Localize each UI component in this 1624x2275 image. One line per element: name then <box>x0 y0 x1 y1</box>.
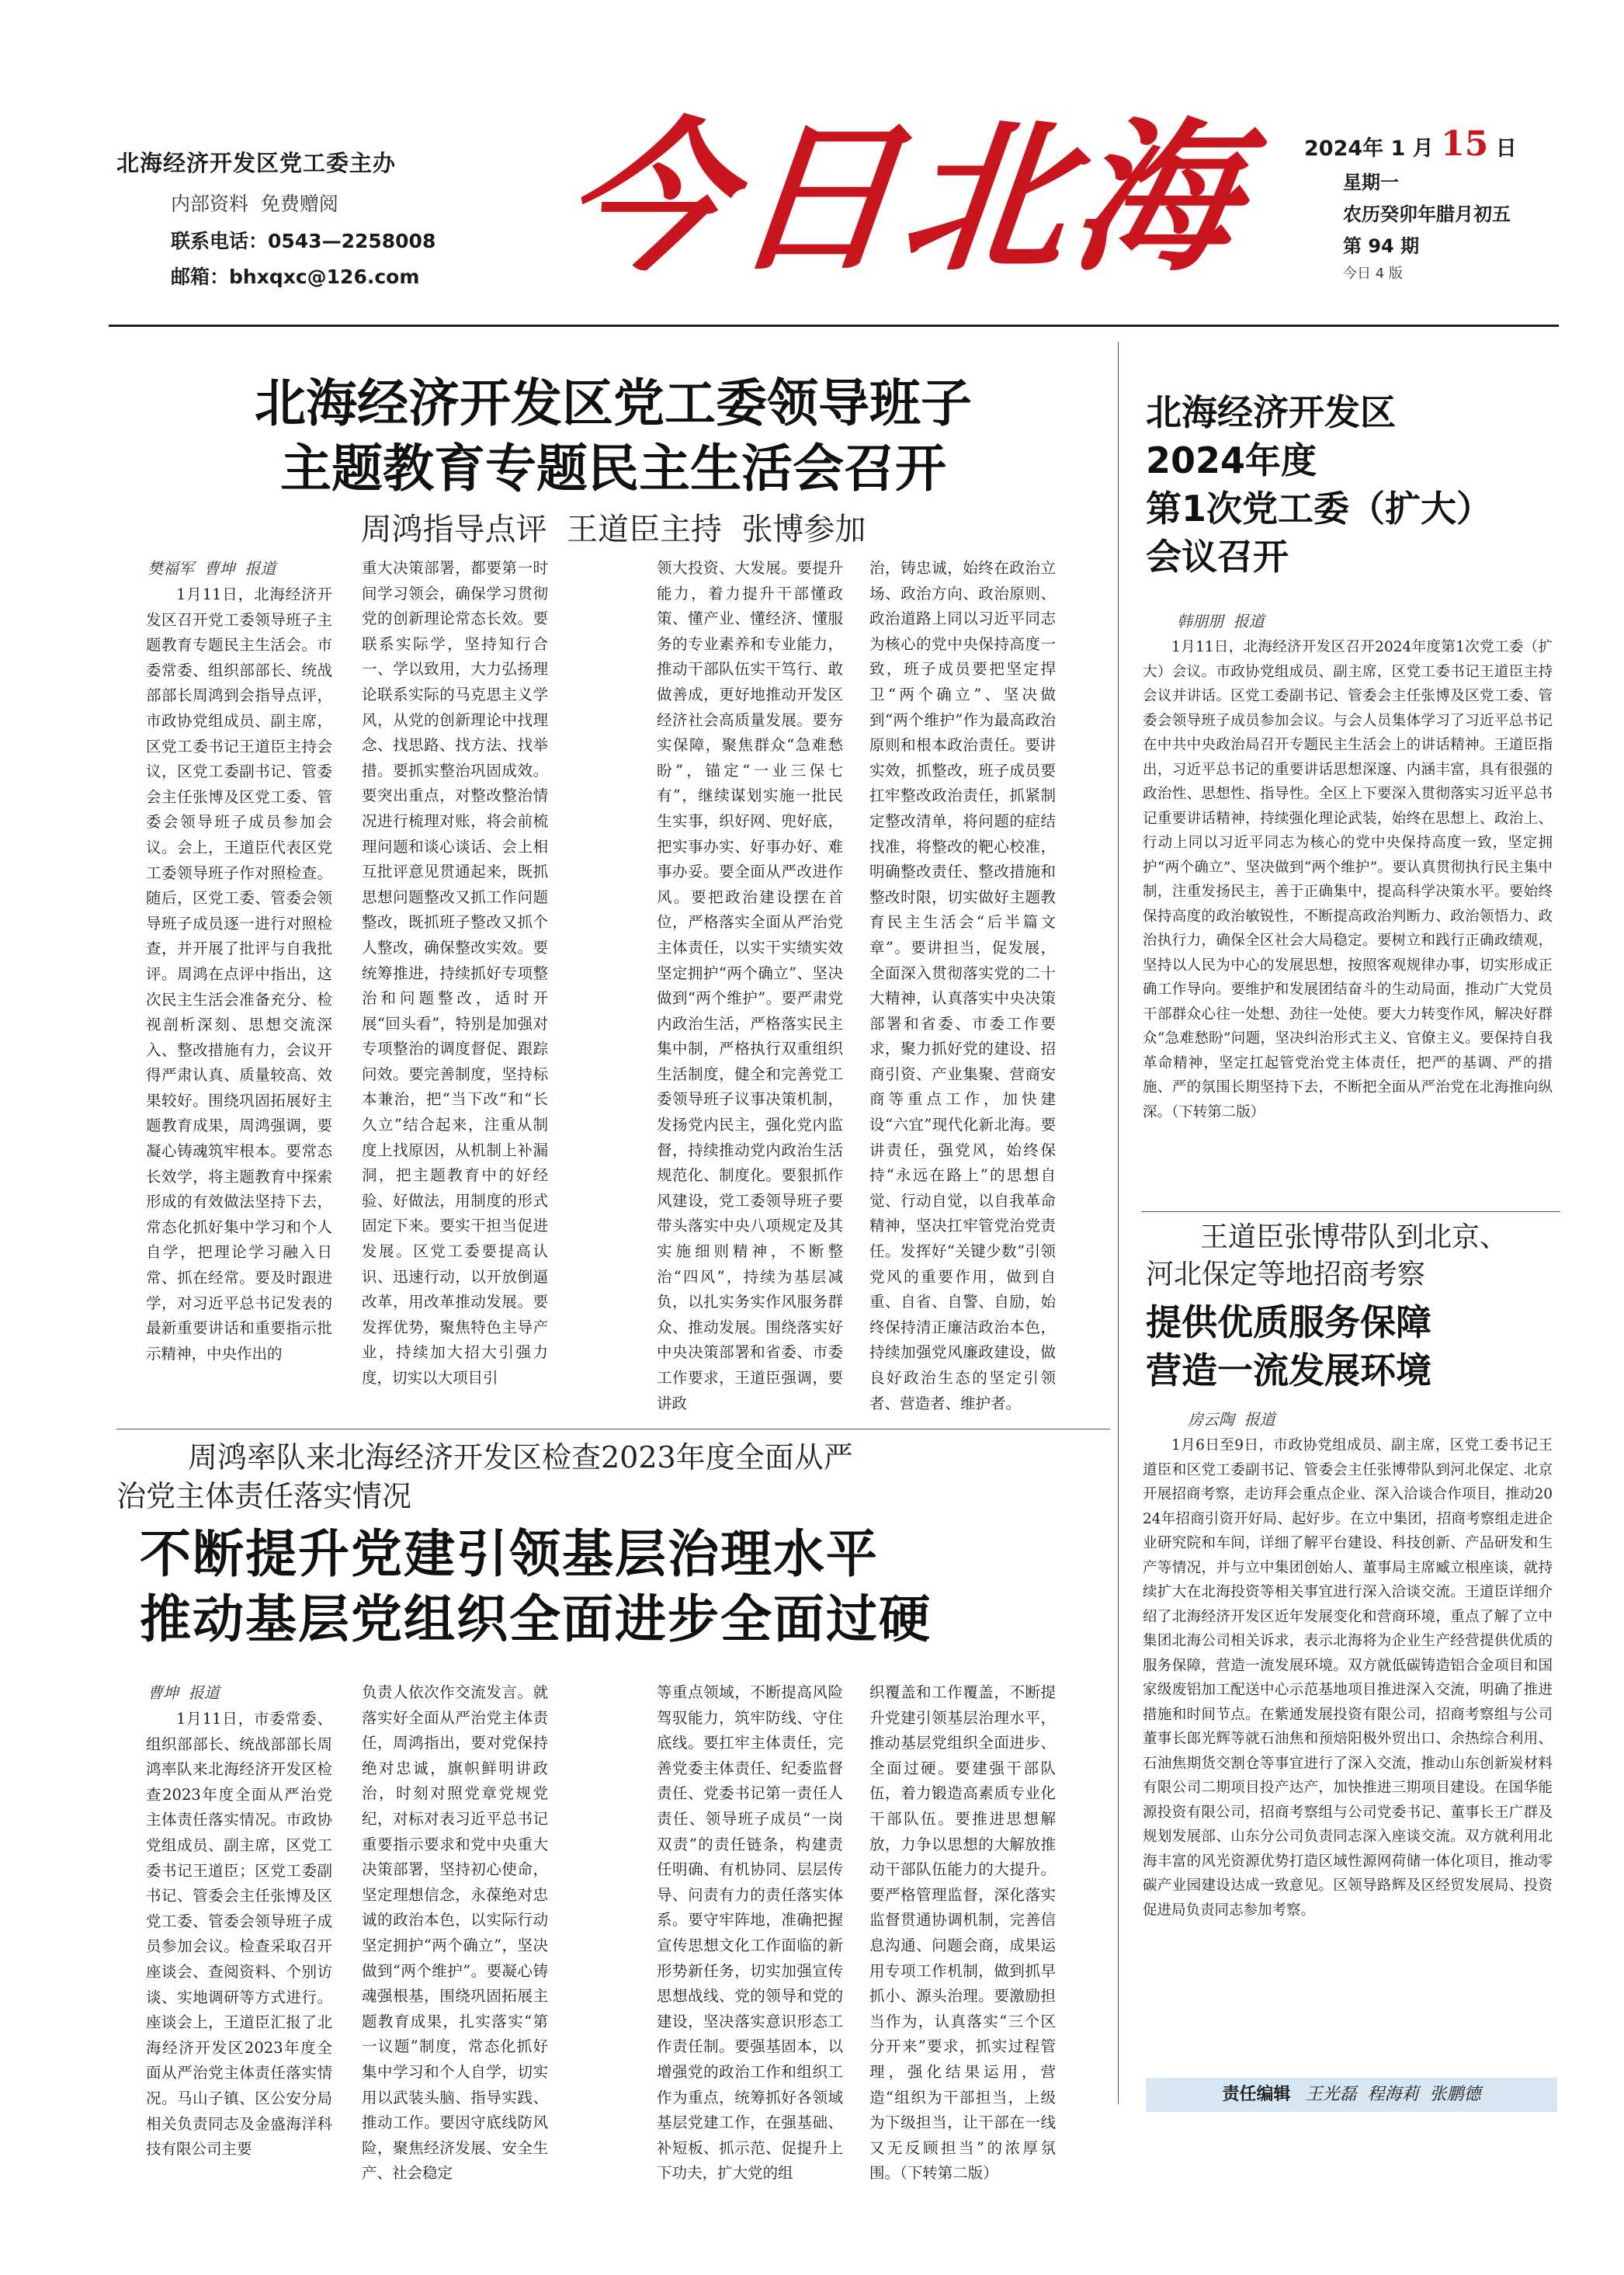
article4-kicker <box>116 1438 1110 1516</box>
article3-headline <box>1146 1298 1549 1395</box>
article1-title-line1: 北海经济开发区党工委领导班子 <box>255 373 972 433</box>
vertical-divider <box>1118 342 1119 2104</box>
article2-body: 1月11日，北海经济开发区召开2024年度第1次党工委（扩大）会议。市政协党组成员、副主席，区党工委书记王道臣主持会议并讲话。区党工委副书记、管委会主任张博及区党工委、管委会领导班子成员参加会议。与会人员集体学习了习近平总书记在中共中央政治局召开专题民主生活会上的讲话精神。王道臣指出，习近平总书记的重要讲话思想深邃、内涵丰富，具有很强的政治性、思想性、指导性。全区上下要深入贯彻落实习近平总书记重要讲话精神，持续强化理论武装，始终在思想上、政治上、行动上同以习近平同志为核心的党中央保持高度一致，坚定拥护“两个确立”、坚决做到“两个维护”。要认真贯彻执行民主集中制，注重发扬民主，善于正确集中，提高科学决策水平。要始终保持高度的政治敏锐性，不断提高政治判断力、政治领悟力、政治执行力，确保全区社会大局稳定。要树立和践行正确政绩观，坚持以人民为中心的发展思想，按照客观规律办事，切实形成正确工作导向。要维护和发展团结奋斗的生动局面，推动广大党员干部群众心往一处想、劲往一处使。要大力转变作风，解决好群众“急难愁盼”问题，坚决纠治形式主义、官僚主义。要保持自我革命精神，坚定扛起管党治党主体责任，把严的基调、严的措施、严的氛围长期坚持下去，不断把全面从严治党在北海推向纵深。（下转第二版） <box>1143 639 1553 1120</box>
editor-names: 王光磊 程海莉 张鹏德 <box>1305 2085 1481 2104</box>
editor-label: 责任编辑 <box>1222 2085 1291 2104</box>
article2-title-line4: 会议召开 <box>1146 536 1289 578</box>
article1-byline: 樊福军 曹坤 报道 <box>147 559 276 578</box>
editor-box <box>1146 2078 1557 2112</box>
article1-subtitle: 周鸿指导点评 王道臣主持 张博参加 <box>360 512 866 547</box>
article4-title-line2: 推动基层党组织全面进步全面过硬 <box>140 1589 932 1649</box>
contact-phone: 联系电话：0543—2258008 <box>171 230 436 252</box>
masthead-date-panel <box>1304 124 1568 283</box>
article4-headline <box>116 1522 1110 1652</box>
article3-title-line2: 营造一流发展环境 <box>1146 1349 1431 1391</box>
masthead-info-left <box>116 146 474 290</box>
article4-col3: 等重点领域，不断提高风险驾驭能力，筑牢防线、守住底线。要扛牢主体责任，完善党委主体责任、纪委监督责任、党委书记第一责任人责任、领导班子成员“一岗双责”的责任链条，构建责任明确、有机协同、层层传导、问责有力的责任落实体系。要守牢阵地，准确把握宣传思想文化工作面临的新形势新任务，切实加强宣传思想战线、党的领导和党的建设，坚决落实意识形态工作责任制。要强基固本，以增强党的政治工作和组织工作为重点，统筹抓好各领域基层党建工作，在强基础、补短板、抓示范、促提升上下功夫，扩大党的组 <box>657 1683 843 2183</box>
article1-title-line2: 主题教育专题民主生活会召开 <box>280 439 946 498</box>
article2-title-line3: 第1次党工委（扩大） <box>1146 488 1493 530</box>
internal-notice: 内部资料 免费赠阅 <box>171 193 338 215</box>
article2-byline: 韩朋朋 报道 <box>1177 612 1265 630</box>
article3-body: 1月6日至9日，市政协党组成员、副主席，区党工委书记王道臣和区党工委副书记、管委会主任张博带队到河北保定、北京开展招商考察，走访拜会重点企业、深入洽谈合作项目，推动2024年招商引资开好局、起好步。在立中集团，招商考察组走进企业研究院和车间，详细了解平台建设、科技创新、产品研发和生产等情况，并与立中集团创始人、董事局主席臧立根座谈，就持续扩大在北海投资等相关事宜进行深入洽谈交流。王道臣详细介绍了北海经济开发区近年发展变化和营商环境，重点了解了立中集团北海公司相关诉求，表示北海将为企业生产经营提供优质的服务保障，营造一流发展环境。双方就低碳铸造铝合金项目和国家级废铝加工配送中心示范基地项目推进深入交流，明确了推进措施和时间节点。在紫通发展投资有限公司，招商考察组与公司董事长郎光辉等就石油焦和预焙阳极外贸出口、余热综合利用、石油焦期货交割仓等事宜进行了深入交流，推动山东创新炭材料有限公司二期项目投产达产，加快推进三期项目建设。在国华能源投资有限公司，招商考察组与公司党委书记、董事长王广群及规划发展部、山东分公司负责同志深入座谈交流。双方就利用北海丰富的风光资源优势打造区域性源网荷储一体化项目，推动零碳产业园建设达成一致意见。区领导路辉及区经贸发展局、投资促进局负责同志参加考察。 <box>1143 1437 1553 1919</box>
date-day: 15 <box>1441 124 1489 164</box>
article2-title-line2: 2024年度 <box>1146 439 1317 481</box>
masthead-rule <box>109 325 1559 327</box>
sponsor-text: 北海经济开发区党工委主办 <box>116 150 397 176</box>
article4-kicker-line1: 周鸿率队来北海经济开发区检查2023年度全面从严 <box>188 1440 853 1474</box>
article4-col2: 负责人依次作交流发言。就落实好全面从严治党主体责任，周鸿指出，要对党保持绝对忠诚，旗帜鲜明讲政治，时刻对照党章党规党纪，对标对表习近平总书记重要指示要求和党中央重大决策部署，坚持初心使命，坚定理想信念，永葆绝对忠诚的政治本色，以实际行动坚定拥护“两个确立”，坚决做到“两个维护”。要凝心铸魂强根基，围绕巩固拓展主题教育成果，扎实落实“第一议题”制度，常态化抓好集中学习和个人自学，切实用以武装头脑、指导实践、推动工作。要因守底线防风险，聚焦经济发展、安全生产、社会稳定 <box>362 1683 548 2183</box>
article3-title-line1: 提供优质服务保障 <box>1146 1301 1431 1343</box>
article4-col4: 织覆盖和工作覆盖，不断提升党建引领基层治理水平，推动基层党组织全面进步、全面过硬。要建强干部队伍，着力锻造高素质专业化干部队伍。要推进思想解放，力争以思想的大解放推动干部队伍能力的大提升。要严格管理监督，深化落实监督贯通协调机制，完善信息沟通、问题会商，成果运用专项工作机制，做到抓早抓小、源头治理。要激励担当作为，认真落实“三个区分开来”要求，抓实过程管理，强化结果运用，营造“组织为干部担当，上级为下级担当，让干部在一线又无反顾担当”的浓厚氛围。（下转第二版） <box>869 1683 1056 2183</box>
article2-headline <box>1146 388 1549 581</box>
article3-kicker-line2: 河北保定等地招商考察 <box>1146 1259 1426 1290</box>
lunar-date: 农历癸卯年腊月初五 <box>1343 203 1511 225</box>
article4-col1: 1月11日，市委常委、组织部部长、统战部部长周鸿率队来北海经济开发区检查2023年度全面从严治党主体责任落实情况。市政协党组成员、副主席，区党工委书记王道臣；区党工委副书记、管委会主任张博及区党工委、管委会领导班子成员参加会议。检查采取召开座谈会、查阅资料、个别访谈、实地调研等方式进行。座谈会上，王道臣汇报了北海经济开发区2023年度全面从严治党主体责任落实情况。马山子镇、区公安分局相关负责同志及金盛海洋科技有限公司主要 <box>146 1710 332 2159</box>
date-prefix: 2024年 1 月 <box>1304 137 1434 161</box>
article1-col3: 领大投资、大发展。要提升能力，着力提升干部懂政策、懂产业、懂经济、懂服务的专业素养和专业能力，推动干部队伍实干笃行、敢做善成，更好地推动开发区经济社会高质量发展。要夯实保障，聚焦群众“急难愁盼”，锚定“一业三保七有”，继续谋划实施一批民生实事，织好网、兜好底，把实事办实、好事办好、难事办妥。要全面从严改进作风。要把政治建设摆在首位，严格落实全面从严治党主体责任，以实干实绩实效坚定拥护“两个确立”、坚决做到“两个维护”。要严肃党内政治生活，严格落实民主集中制，严格执行双重组织生活制度，健全和完善党工委领导班子议事决策机制，发扬党内民主，强化党内监督，持续推动党内政治生活规范化、制度化。要狠抓作风建设，党工委领导班子要带头落实中央八项规定及其实施细则精神，不断整治“四风”，持续为基层减负，以扎实务实作风服务群众、推动发展。围绕落实好中央决策部署和省委、市委工作要求，王道臣强调，要讲政 <box>657 559 843 1412</box>
article3-kicker <box>1146 1219 1565 1294</box>
article2-title-line1: 北海经济开发区 <box>1146 391 1396 433</box>
article1-col2: 重大决策部署，都要第一时间学习领会，确保学习贯彻党的创新理论常态长效。要联系实际学，坚持知行合一、学以致用，大力弘扬理论联系实际的马克思主义学风，从党的创新理论中找理念、找思路、找方法、找举措。要抓实整治巩固成效。要突出重点，对整改整治情况进行梳理对账，将会前梳理问题和谈心谈话、会上相互批评意见贯通起来，既抓思想问题整改又抓工作问题整改，既抓班子整改又抓个人整改，确保整改实效。要统筹推进，持续抓好专项整治和问题整改，适时开展“回头看”，特别是加强对专项整治的调度督促、跟踪问效。要完善制度，坚持标本兼治，把“当下改”和“长久立”结合起来，注重从制度上找原因，从机制上补漏洞，把主题教育中的好经验、好做法，用制度的形式固定下来。要实干担当促进发展。区党工委要提高认识、迅速行动，以开放倒逼改革，用改革推动发展。要发挥优势，聚焦特色主导产业，持续加大招大引强力度，切实以大项目引 <box>362 559 548 1387</box>
newspaper-logo: 今日北海 <box>556 102 1254 293</box>
weekday: 星期一 <box>1343 172 1399 193</box>
right-divider-1 <box>1141 1211 1560 1212</box>
contact-email: 邮箱：bhxqxc@126.com <box>171 266 420 288</box>
page-count: 今日 4 版 <box>1343 266 1403 282</box>
article3-byline: 房云陶 报道 <box>1188 1410 1275 1429</box>
issue-number: 第 94 期 <box>1343 235 1420 257</box>
article4-kicker-line2: 治党主体责任落实情况 <box>116 1479 412 1513</box>
article4-title-line1: 不断提升党建引领基层治理水平 <box>140 1524 879 1584</box>
article3-kicker-line1: 王道臣张博带队到北京、 <box>1200 1221 1508 1253</box>
article1-headline <box>116 371 1110 502</box>
article1-col4: 治，铸忠诚，始终在政治立场、政治方向、政治原则、政治道路上同以习近平同志为核心的党中央保持高度一致，班子成员要把坚定捍卫“两个确立”、坚决做到“两个维护”作为最高政治原则和根本政治责任。要讲实效，抓整改，班子成员要扛牢整改政治责任，抓紧制定整改清单，将问题的症结找准，将整改的靶心校准，明确整改责任、整改措施和整改时限，切实做好主题教育民主生活会“后半篇文章”。要讲担当，促发展，全面深入贯彻落实党的二十大精神，认真落实中央决策部署和省委、市委工作要求，聚力抓好党的建设、招商引资、产业集聚、营商安商等重点工作，加快建设“六宜”现代化新北海。要讲责任，强党风，始终保持“永远在路上”的思想自觉、行动自觉，以自我革命精神，坚决扛牢管党治党责任。发挥好“关键少数”引领党风的重要作用，做到自重、自省、自警、自励，始终保持清正廉洁政治本色，持续加强党风廉政建设，做良好政治生态的坚定引领者、营造者、维护者。 <box>869 559 1056 1412</box>
date-suffix: 日 <box>1495 137 1517 161</box>
article4-byline: 曹坤 报道 <box>147 1683 220 1702</box>
article1-col1: 1月11日，北海经济开发区召开党工委领导班子主题教育专题民主生活会。市委常委、组织部部长、统战部部长周鸿到会指导点评，市政协党组成员、副主席，区党工委书记王道臣主持会议，区党工委副书记、管委会主任张博及区党工委、管委会领导班子成员参加会议。会上，王道臣代表区党工委领导班子作对照检查。随后，区党工委、管委会领导班子成员逐一进行对照检查，并开展了批评与自我批评。周鸿在点评中指出，这次民主生活会准备充分、检视剖析深刻、思想交流深入、整改措施有力，会议开得严肃认真、质量较高、效果较好。围绕巩固拓展好主题教育成果，周鸿强调，要凝心铸魂筑牢根本。要常态长效学，将主题教育中探索形成的有效做法坚持下去，常态化抓好集中学习和个人自学，把理论学习融入日常、抓在经常。要及时跟进学，对习近平总书记发表的最新重要讲话和重要指示批示精神，中央作出的 <box>146 585 332 1363</box>
